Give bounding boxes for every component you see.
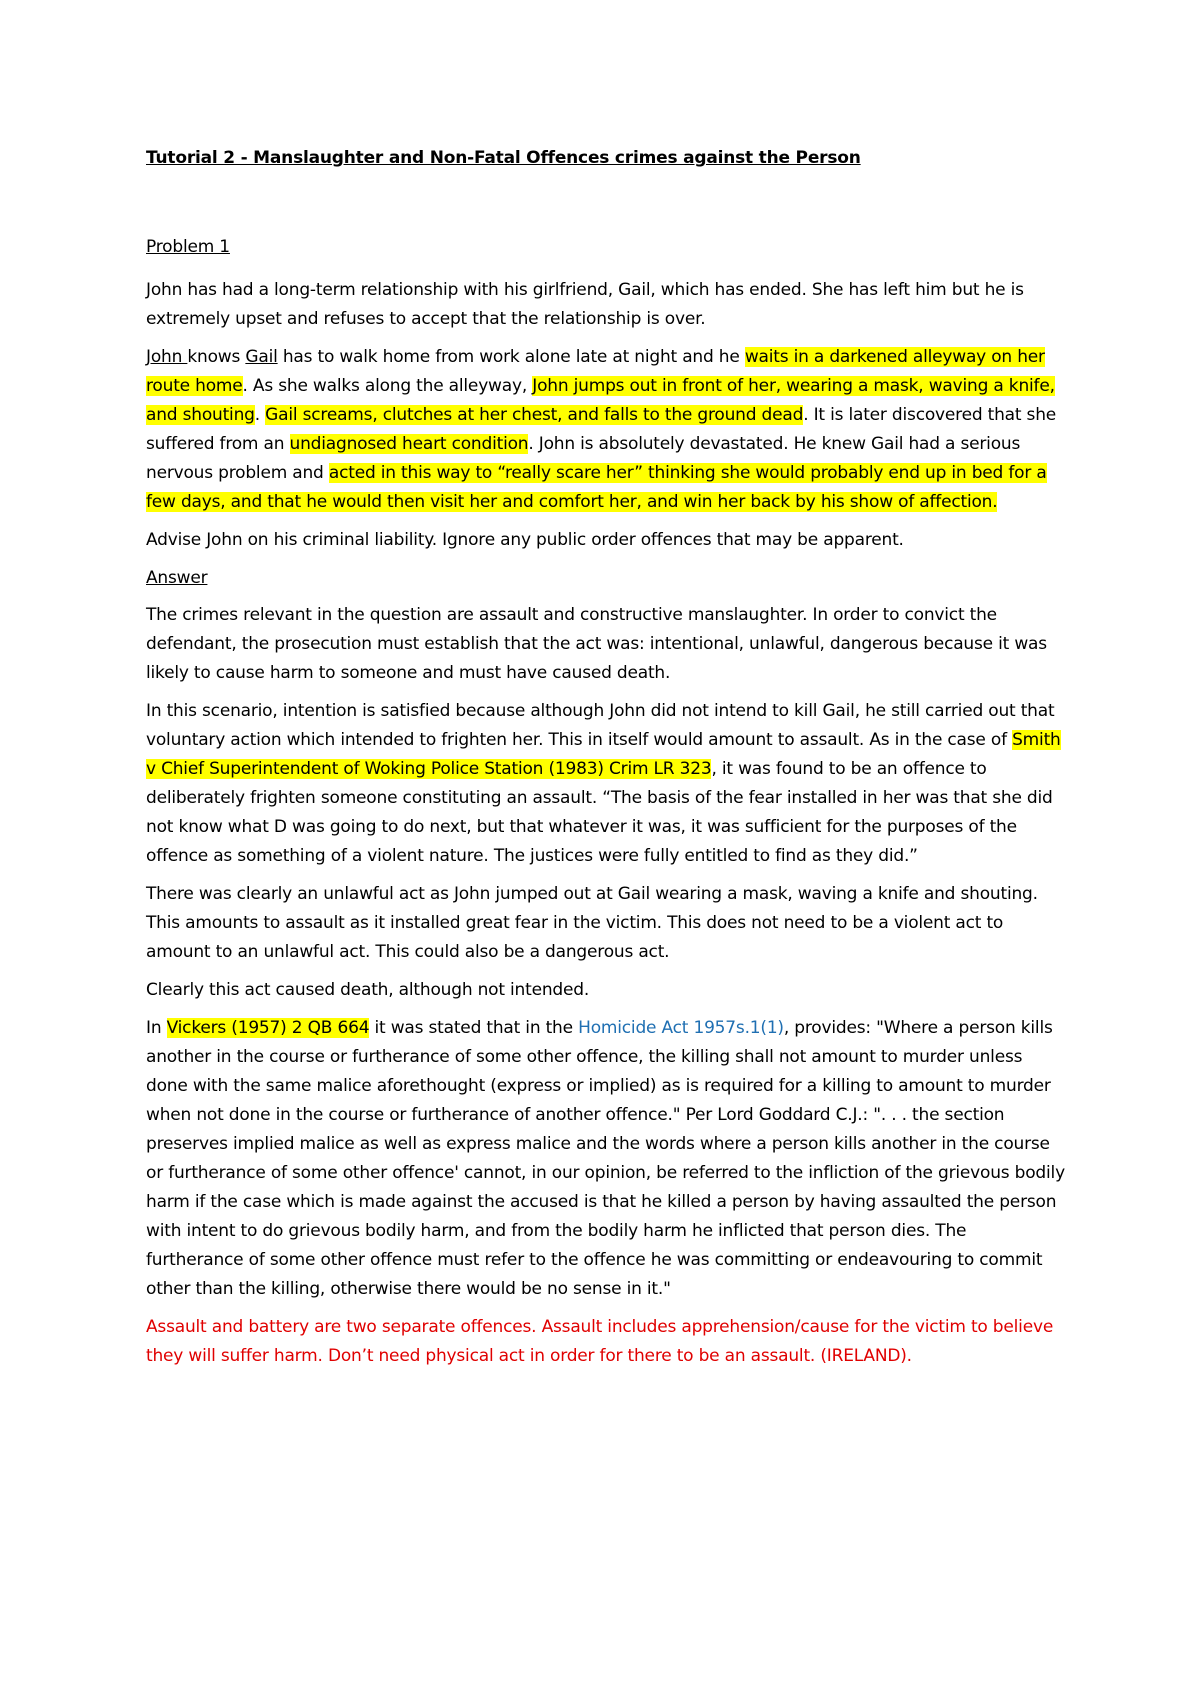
- answer-paragraph-5: [146, 1014, 1066, 1304]
- problem-paragraph-1: John has had a long-term relationship with his girlfriend, Gail, which has ended. She has left him but he is extremely upset and refuses to accept that the relationship is over.: [146, 280, 1024, 329]
- highlight-waits: waits in a darkened alleyway on her route home: [146, 347, 1045, 396]
- answer-paragraph-1: The crimes relevant in the question are assault and constructive manslaughter. In order to convict the defendant, the prosecution must establish that the act was: intentional, unlawful, dangerous because it was likely to cause harm to someone and must have caused death.: [146, 605, 1047, 683]
- answer-paragraph-2: [146, 697, 1066, 871]
- text-span: . As she walks along the alleyway,: [242, 376, 533, 396]
- homicide-act-link[interactable]: Homicide Act 1957s.1(1): [578, 1018, 784, 1038]
- problem-paragraph-2: [146, 343, 1066, 517]
- name-gail: Gail: [245, 347, 278, 367]
- problem-question: Advise John on his criminal liability. Ignore any public order offences that may be apparent.: [146, 530, 904, 550]
- highlight-gail-screams: Gail screams, clutches at her chest, and falls to the ground dead: [265, 405, 804, 425]
- text-span: , provides: "Where a person kills another in the course or furtherance of some other offence, the killing shall not amount to murder unless done with the same malice aforethought (express or implied) as is required for a killing to amount to murder when not done in the course or furtherance of another offence." Per Lord Goddard C.J.: ". . . the section preserves implied malice as well as express malice and the words where a person kills another in the course or furtherance of some other offence' cannot, in our opinion, be referred to the infliction of the grievous bodily harm if the case which is made against the accused is that he killed a person by having assaulted the person with intent to do grievous bodily harm, and from the bodily harm he inflicted that person dies. The furtherance of some other offence must refer to the offence he was committing or endeavouring to commit other than the killing, otherwise there would be no sense in it.": [146, 1018, 1065, 1299]
- highlight-case-vickers: Vickers (1957) 2 QB 664: [166, 1018, 370, 1038]
- text-span: . John is absolutely devastated. He knew Gail had a serious nervous problem and: [146, 434, 1021, 483]
- text-span: .: [254, 405, 266, 425]
- document-page: [146, 144, 1066, 1380]
- highlight-case-smith: Smith v Chief Superintendent of Woking Police Station (1983) Crim LR 323: [146, 730, 1061, 779]
- text-span: , it was found to be an offence to deliberately frighten someone constituting an assault. “The basis of the fear installed in her was that she did not know what D was going to do next, but that whatever it was, it was sufficient for the purposes of the offence as something of a violent nature. The justices were fully entitled to find as they did.”: [146, 759, 1053, 866]
- document-title: Tutorial 2 - Manslaughter and Non-Fatal Offences crimes against the Person: [146, 148, 861, 168]
- text-span: has to walk home from work alone late at night and he: [277, 347, 745, 367]
- answer-paragraph-4: Clearly this act caused death, although not intended.: [146, 980, 590, 1000]
- answer-paragraph-3: There was clearly an unlawful act as John jumped out at Gail wearing a mask, waving a knife and shouting. This amounts to assault as it installed great fear in the victim. This does not need to be a violent act to amount to an unlawful act. This could also be a dangerous act.: [146, 884, 1038, 962]
- text-span: . It is later discovered that she suffered from an: [146, 405, 1057, 454]
- red-note: Assault and battery are two separate offences. Assault includes apprehension/cause for the victim to believe they will suffer harm. Don’t need physical act in order for there to be an assault. (IRELAND).: [146, 1317, 1054, 1366]
- text-span: In: [146, 1018, 167, 1038]
- highlight-heart-condition: undiagnosed heart condition: [289, 434, 529, 454]
- highlight-jumps-out: John jumps out in front of her, wearing a mask, waving a knife, and shouting: [146, 376, 1055, 425]
- name-john: John: [146, 347, 188, 367]
- highlight-intent: acted in this way to “really scare her” thinking she would probably end up in bed for a few days, and that he would then visit her and comfort her, and win her back by his show of affection.: [146, 463, 1047, 512]
- answer-heading: Answer: [146, 568, 208, 588]
- text-span: knows: [187, 347, 246, 367]
- problem-heading: Problem 1: [146, 237, 230, 257]
- text-span: it was stated that in the: [369, 1018, 579, 1038]
- text-span: In this scenario, intention is satisfied because although John did not intend to kill Gail, he still carried out that voluntary action which intended to frighten her. This in itself would amount to assault. As in the case of: [146, 701, 1055, 750]
